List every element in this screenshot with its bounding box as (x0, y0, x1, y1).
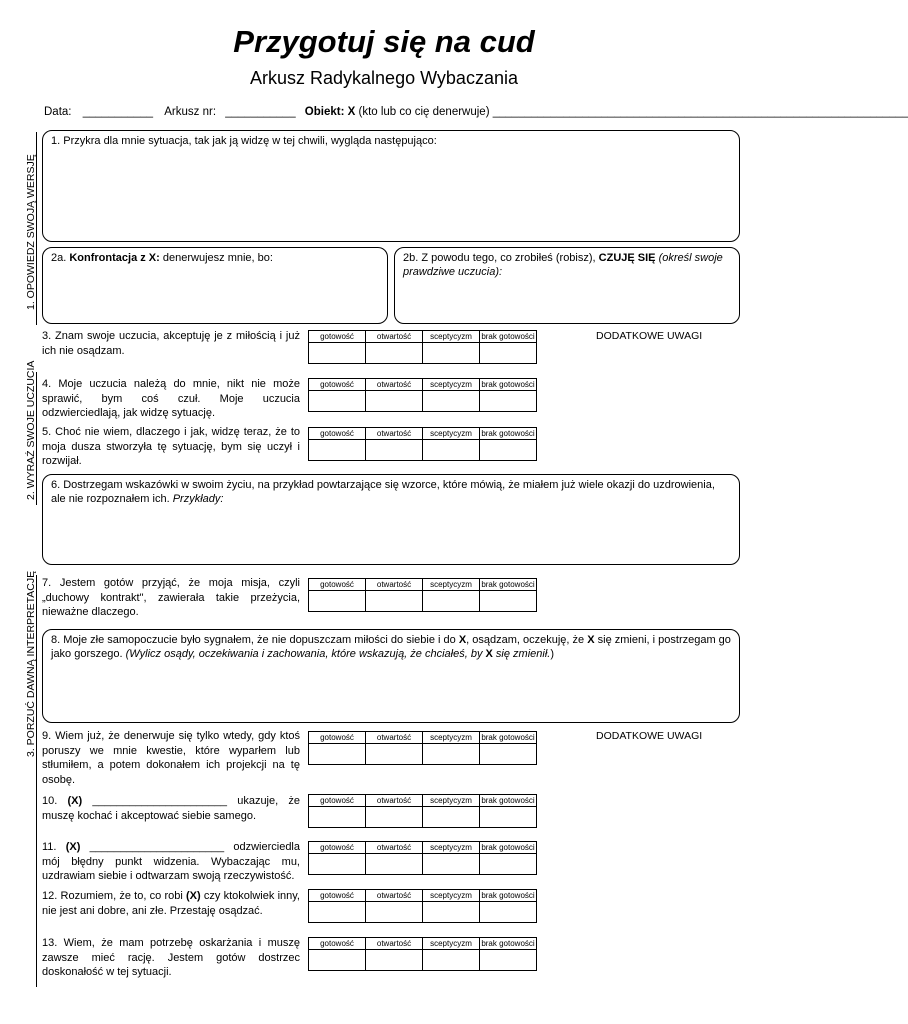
scale-label: otwartość (366, 428, 423, 440)
item-8-x: X (587, 634, 595, 646)
scale-cell[interactable] (423, 744, 480, 765)
scale-label: gotowość (309, 331, 366, 343)
scale-cell[interactable] (423, 343, 480, 364)
scale-label: sceptycyzm (423, 938, 480, 950)
item-13-text: 13. Wiem, że mam potrzebę oskarżania i muszę zawsze mieć rację. Jestem gotów dostrzec doskonałość w tej sytuacji. (42, 937, 300, 978)
item-8-text-b: , osądzam, oczekuję, że (466, 634, 585, 646)
item-11-rest: ______________________ odzwierciedla mój błędny punkt widzenia. Wybaczając mu, uzdrawiam siebie i odtwarzam swoją rzeczywistość. (42, 841, 300, 882)
object-label: Obiekt: X (304, 106, 356, 118)
item-12-x: (X) (186, 890, 201, 902)
scale-cell[interactable] (366, 591, 423, 612)
item-8-italic-b: się zmienił. (495, 648, 551, 660)
item-12-text (42, 889, 300, 918)
readiness-scale-9 (308, 731, 537, 765)
scale-cell[interactable] (366, 440, 423, 461)
story-box[interactable] (42, 130, 740, 242)
feelings-box[interactable] (394, 247, 740, 324)
section-2-label: 2. WYRAŹ SWOJE UCZUCIA (25, 360, 37, 500)
scale-cell[interactable] (480, 744, 537, 765)
item-11-x: (X) (65, 841, 81, 853)
readiness-scale-12 (308, 889, 537, 923)
scale-label: otwartość (366, 795, 423, 807)
scale-label: gotowość (309, 890, 366, 902)
item-9-text: 9. Wiem już, że denerwuje się tylko wtedy, gdy ktoś poruszy we mnie kwestie, które wyparłem lub stłumiłem, a potem dokonałem ich projekcji na tę osobę. (42, 730, 300, 786)
item-2a-bold: Konfrontacja z X: (69, 252, 160, 264)
object-field[interactable]: _________________________________________________________________ (492, 106, 908, 118)
scale-cell[interactable] (309, 440, 366, 461)
page-title: Przygotuj się na cud (233, 24, 535, 59)
scale-cell[interactable] (423, 902, 480, 923)
page-subtitle: Arkusz Radykalnego Wybaczania (250, 68, 518, 88)
item-12-text-a: 12. Rozumiem, że to, co robi (42, 890, 183, 902)
scale-cell[interactable] (309, 343, 366, 364)
scale-cell[interactable] (480, 950, 537, 971)
readiness-scale-3 (308, 330, 537, 364)
item-6-italic: Przykłady: (172, 493, 224, 505)
scale-label: otwartość (366, 890, 423, 902)
readiness-scale-13 (308, 937, 537, 971)
item-2b-italic: (określ swoje prawdziwe uczucia): (403, 252, 723, 278)
readiness-scale-10 (308, 794, 537, 828)
item-8-x: X (485, 648, 493, 660)
scale-label: sceptycyzm (423, 428, 480, 440)
scale-cell[interactable] (366, 854, 423, 875)
section-1-label: 1. OPOWIEDZ SWOJĄ WERSJĘ (25, 154, 37, 310)
scale-label: sceptycyzm (423, 732, 480, 744)
item-2b-text: 2b. Z powodu tego, co zrobiłeś (robisz), (403, 252, 596, 264)
item-2a-number: 2a. (51, 252, 67, 264)
scale-cell[interactable] (366, 807, 423, 828)
date-label: Data: (44, 106, 72, 118)
scale-cell[interactable] (480, 807, 537, 828)
scale-label: sceptycyzm (423, 890, 480, 902)
scale-cell[interactable] (366, 343, 423, 364)
item-10-rest: ______________________ ukazuje, że muszę kochać i akceptować siebie samego. (42, 795, 301, 822)
scale-label: brak gotowości (481, 579, 535, 589)
section-3-label: 3. PORZUĆ DAWNĄ INTERPRETACJĘ (25, 570, 37, 757)
sheet-number-field[interactable]: ___________ (225, 106, 296, 118)
scale-cell[interactable] (480, 591, 537, 612)
scale-cell[interactable] (309, 807, 366, 828)
item-1-text: 1. Przykra dla mnie sytuacja, tak jak ją widzę w tej chwili, wygląda następująco: (51, 135, 437, 147)
scale-label: otwartość (366, 331, 423, 343)
scale-cell[interactable] (480, 440, 537, 461)
item-8-text-a: 8. Moje złe samopoczucie było sygnałem, że nie dopuszczam miłości do siebie i do (51, 634, 456, 646)
item-3-text: 3. Znam swoje uczucia, akceptuję je z miłością i już ich nie osądzam. (42, 330, 300, 357)
scale-cell[interactable] (366, 950, 423, 971)
date-field[interactable]: ___________ (82, 106, 154, 118)
scale-cell[interactable] (309, 744, 366, 765)
scale-label: gotowość (309, 428, 366, 440)
scale-label: sceptycyzm (423, 379, 480, 391)
readiness-scale-11 (308, 841, 537, 875)
readiness-scale-5 (308, 427, 537, 461)
item-12-text-b: czy ktokolwiek inny, nie jest ani dobre, ani złe. Przestaję osądzać. (42, 890, 300, 917)
scale-cell[interactable] (366, 902, 423, 923)
scale-cell[interactable] (423, 950, 480, 971)
item-8-x: X (458, 634, 467, 646)
scale-label: gotowość (309, 938, 366, 950)
scale-cell[interactable] (480, 343, 537, 364)
additional-notes-label: DODATKOWE UWAGI (596, 730, 703, 742)
scale-cell[interactable] (423, 591, 480, 612)
scale-label: gotowość (309, 842, 366, 854)
scale-label: brak gotowości (481, 331, 535, 341)
readiness-scale-7 (308, 578, 537, 612)
scale-cell[interactable] (423, 854, 480, 875)
scale-label: otwartość (366, 842, 423, 854)
item-5-text: 5. Choć nie wiem, dlaczego i jak, widzę teraz, że to moja dusza stworzyła tę sytuację, bym się uczył i rozwijał. (42, 426, 300, 467)
scale-cell[interactable] (309, 902, 366, 923)
judgments-box[interactable] (42, 629, 740, 723)
scale-label: brak gotowości (481, 428, 535, 438)
scale-cell[interactable] (366, 391, 423, 412)
scale-label: otwartość (366, 938, 423, 950)
item-8-italic-a: (Wylicz osądy, oczekiwania i zachowania, które wskazują, że chciałeś, by (125, 648, 483, 660)
confrontation-box[interactable] (42, 247, 388, 324)
item-4-text: 4. Moje uczucia należą do mnie, nikt nie może sprawić, bym coś czuł. Moje uczucia odzwierciedlają, jak widzę sytuację. (42, 378, 300, 419)
scale-cell[interactable] (480, 902, 537, 923)
scale-label: gotowość (309, 379, 366, 391)
scale-label: otwartość (366, 579, 423, 591)
item-11-number: 11. (42, 841, 57, 853)
scale-cell[interactable] (309, 391, 366, 412)
object-hint: (kto lub co cię denerwuje) (358, 106, 490, 118)
scale-label: sceptycyzm (423, 795, 480, 807)
scale-label: sceptycyzm (423, 331, 480, 343)
patterns-box[interactable] (42, 474, 740, 565)
scale-cell[interactable] (423, 440, 480, 461)
item-2a-text: denerwujesz mnie, bo: (162, 252, 273, 264)
item-8-close: ) (550, 648, 554, 660)
item-10-x: (X) (67, 795, 83, 807)
item-7-text: 7. Jestem gotów przyjąć, że moja misja, czyli „duchowy kontrakt", zawierała takie przeżycia, nieważne dlaczego. (42, 577, 300, 618)
scale-cell[interactable] (423, 807, 480, 828)
scale-label: brak gotowości (481, 938, 535, 948)
scale-cell[interactable] (423, 391, 480, 412)
item-10-text (42, 794, 300, 823)
scale-label: brak gotowości (481, 732, 535, 742)
scale-label: sceptycyzm (423, 579, 480, 591)
scale-label: gotowość (309, 795, 366, 807)
header-fields-row (44, 106, 908, 118)
item-2b-bold: CZUJĘ SIĘ (598, 252, 656, 264)
scale-cell[interactable] (480, 391, 537, 412)
scale-cell[interactable] (366, 744, 423, 765)
item-6-text: 6. Dostrzegam wskazówki w swoim życiu, na przykład powtarzające się wzorce, które mówią, że miałem już wiele okazji do uzdrowienia, ale nie rozpoznałem ich. (51, 479, 715, 505)
scale-cell[interactable] (309, 591, 366, 612)
scale-label: sceptycyzm (423, 842, 480, 854)
scale-label: brak gotowości (481, 842, 535, 852)
scale-cell[interactable] (480, 854, 537, 875)
scale-label: brak gotowości (481, 795, 535, 805)
scale-label: brak gotowości (481, 890, 535, 900)
scale-cell[interactable] (309, 854, 366, 875)
additional-notes-label: DODATKOWE UWAGI (596, 330, 703, 342)
scale-label: gotowość (309, 732, 366, 744)
item-10-number: 10. (42, 795, 58, 807)
sheet-number-label: Arkusz nr: (164, 106, 217, 118)
scale-label: otwartość (366, 379, 423, 391)
item-11-text (42, 840, 300, 884)
readiness-scale-4 (308, 378, 537, 412)
scale-label: brak gotowości (481, 379, 535, 389)
scale-label: otwartość (366, 732, 423, 744)
scale-cell[interactable] (309, 950, 366, 971)
scale-label: gotowość (309, 579, 366, 591)
item-8-text-c: się zmieni, i postrzegam go jako gorszego. (51, 634, 731, 660)
